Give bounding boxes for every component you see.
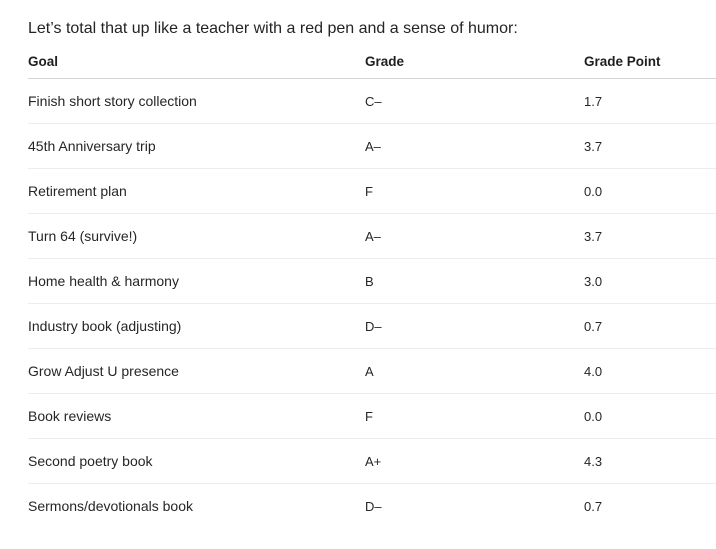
goal-cell: Second poetry book — [28, 439, 365, 484]
table-row — [28, 79, 716, 124]
grade-point-cell: 3.7 — [584, 124, 716, 169]
grade-cell: A — [365, 349, 584, 394]
grade-cell: A+ — [365, 439, 584, 484]
grade-point-cell: 1.7 — [584, 79, 716, 124]
grade-cell: F — [365, 394, 584, 439]
grade-cell: A– — [365, 124, 584, 169]
grade-cell: C– — [365, 79, 584, 124]
table-row — [28, 349, 716, 394]
grade-point-cell: 3.7 — [584, 214, 716, 259]
grade-cell: B — [365, 259, 584, 304]
grade-cell: F — [365, 169, 584, 214]
intro-text: Let’s total that up like a teacher with a red pen and a sense of humor: — [28, 20, 518, 37]
table-row — [28, 439, 716, 484]
table-row — [28, 394, 716, 439]
grade-point-cell: 0.0 — [584, 169, 716, 214]
table-row — [28, 214, 716, 259]
grade-point-cell: 0.7 — [584, 304, 716, 349]
table-row — [28, 124, 716, 169]
grade-point-cell: 0.0 — [584, 394, 716, 439]
table-header-row — [28, 44, 716, 79]
grade-cell: D– — [365, 498, 382, 514]
grade-cell: A– — [365, 214, 584, 259]
goal-cell: Home health & harmony — [28, 259, 365, 304]
grade-cell: D– — [365, 304, 584, 349]
table-row — [28, 259, 716, 304]
goal-cell: 45th Anniversary trip — [28, 124, 365, 169]
goal-cell: Finish short story collection — [28, 79, 365, 124]
header-grade-point: Grade Point — [584, 44, 716, 79]
goal-cell: Book reviews — [28, 394, 365, 439]
table-row — [28, 304, 716, 349]
goal-cell: Industry book (adjusting) — [28, 304, 365, 349]
header-goal: Goal — [28, 44, 365, 79]
grades-table — [28, 44, 716, 528]
grade-point-cell: 4.0 — [584, 349, 716, 394]
goal-cell: Grow Adjust U presence — [28, 349, 365, 394]
grade-point-cell: 3.0 — [584, 259, 716, 304]
table-row — [28, 169, 716, 214]
goal-cell: Sermons/devotionals book — [28, 498, 193, 514]
table-row — [28, 484, 716, 529]
goal-cell: Turn 64 (survive!) — [28, 214, 365, 259]
header-grade: Grade — [365, 44, 584, 79]
grade-point-cell: 4.3 — [584, 439, 716, 484]
grade-point-cell: 0.7 — [584, 498, 603, 514]
goal-cell: Retirement plan — [28, 169, 365, 214]
